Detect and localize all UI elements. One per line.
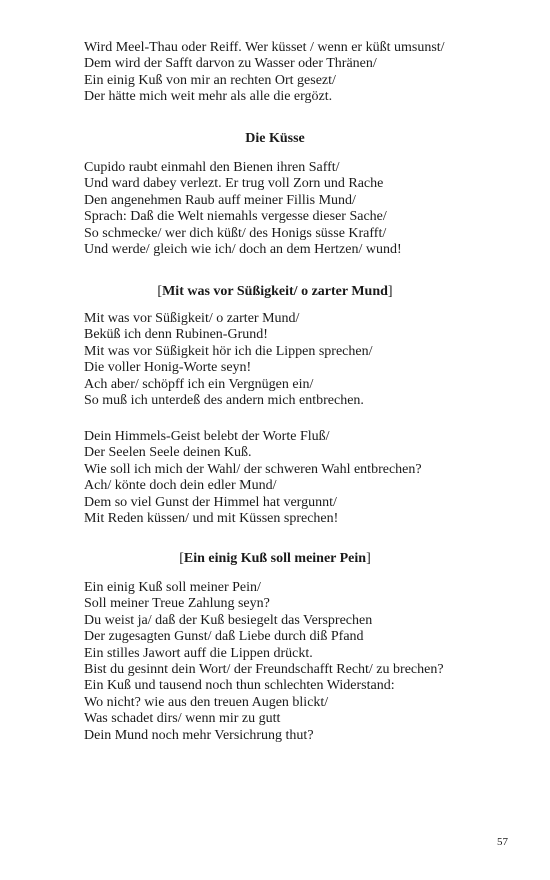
verse-line: So muß ich unterdeß des andern mich entbrechen. <box>84 392 364 408</box>
verse-line: Die voller Honig-Worte seyn! <box>84 360 252 376</box>
opening-stanza <box>84 40 524 106</box>
verse-line: Mit was vor Süßigkeit/ o zarter Mund/ <box>84 311 300 326</box>
bracket-open: [ <box>179 551 184 566</box>
verse-line: Dein Himmels-Geist belebt der Worte Fluß/ <box>84 429 330 444</box>
verse-line: Soll meiner Treue Zahlung seyn? <box>84 596 270 612</box>
poem-stanza <box>84 311 524 409</box>
verse-line: Der Seelen Seele deinen Kuß. <box>84 445 252 461</box>
verse-line: Wo nicht? wie aus den treuen Augen blickt/ <box>84 694 329 710</box>
poem-title <box>0 131 550 147</box>
bracket-close: ] <box>366 551 371 566</box>
poem-title-text: Ein einig Kuß soll meiner Pein <box>183 551 367 566</box>
verse-line: Wird Meel-Thau oder Reiff. Wer küsset / wenn er küßt umsunst/ <box>84 40 445 55</box>
verse-line: Wie soll ich mich der Wahl/ der schweren Wahl entbrechen? <box>84 461 422 477</box>
verse-line: Ein stilles Jawort auff die Lippen drückt. <box>84 645 313 661</box>
verse-line: Der hätte mich weit mehr als alle die ergözt. <box>84 89 333 105</box>
verse-line: Dem wird der Safft darvon zu Wasser oder Thränen/ <box>84 56 377 72</box>
poem-stanza <box>84 580 524 744</box>
verse-line: So schmecke/ wer dich küßt/ des Honigs süsse Krafft/ <box>84 225 387 241</box>
bracket-close: ] <box>387 284 393 299</box>
verse-line: Dem so viel Gunst der Himmel hat vergunnt/ <box>84 494 337 510</box>
poem-stanza <box>84 429 524 527</box>
bracket-open: [ <box>157 284 163 299</box>
poem-title <box>0 551 550 567</box>
verse-line: Cupido raubt einmahl den Bienen ihren Safft/ <box>84 160 340 175</box>
page-number: 57 <box>497 836 508 848</box>
verse-line: Dein Mund noch mehr Versichrung thut? <box>84 727 314 743</box>
verse-line: Ein einig Kuß soll meiner Pein/ <box>84 580 261 595</box>
verse-line: Mit was vor Süßigkeit hör ich die Lippen sprechen/ <box>84 343 373 359</box>
verse-line: Ein Kuß und tausend noch thun schlechten Widerstand: <box>84 678 395 694</box>
verse-line: Ach aber/ schöpff ich ein Vergnügen ein/ <box>84 376 314 392</box>
poem-title-text: Die Küsse <box>245 131 305 146</box>
verse-line: Sprach: Daß die Welt niemahls vergesse dieser Sache/ <box>84 209 387 225</box>
verse-line: Was schadet dirs/ wenn mir zu gutt <box>84 711 281 727</box>
verse-line: Der zugesagten Gunst/ daß Liebe durch diß Pfand <box>84 629 364 645</box>
verse-line: Du weist ja/ daß der Kuß besiegelt das Versprechen <box>84 612 373 628</box>
verse-line: Ein einig Kuß von mir an rechten Ort gesezt/ <box>84 72 336 88</box>
poem-title <box>0 284 550 300</box>
verse-line: Bist du gesinnt dein Wort/ der Freundschafft Recht/ zu brechen? <box>84 661 444 677</box>
verse-line: Und werde/ gleich wie ich/ doch an dem Hertzen/ wund! <box>84 241 402 257</box>
verse-line: Mit Reden küssen/ und mit Küssen sprechen! <box>84 510 339 526</box>
verse-line: Beküß ich denn Rubinen-Grund! <box>84 327 268 343</box>
poem-stanza <box>84 160 524 258</box>
verse-line: Ach/ könte doch dein edler Mund/ <box>84 478 277 494</box>
verse-line: Und ward dabey verlezt. Er trug voll Zorn und Rache <box>84 176 384 192</box>
poem-title-text: Mit was vor Süßigkeit/ o zarter Mund <box>162 284 388 299</box>
verse-line: Den angenehmen Raub auff meiner Fillis Mund/ <box>84 192 356 208</box>
